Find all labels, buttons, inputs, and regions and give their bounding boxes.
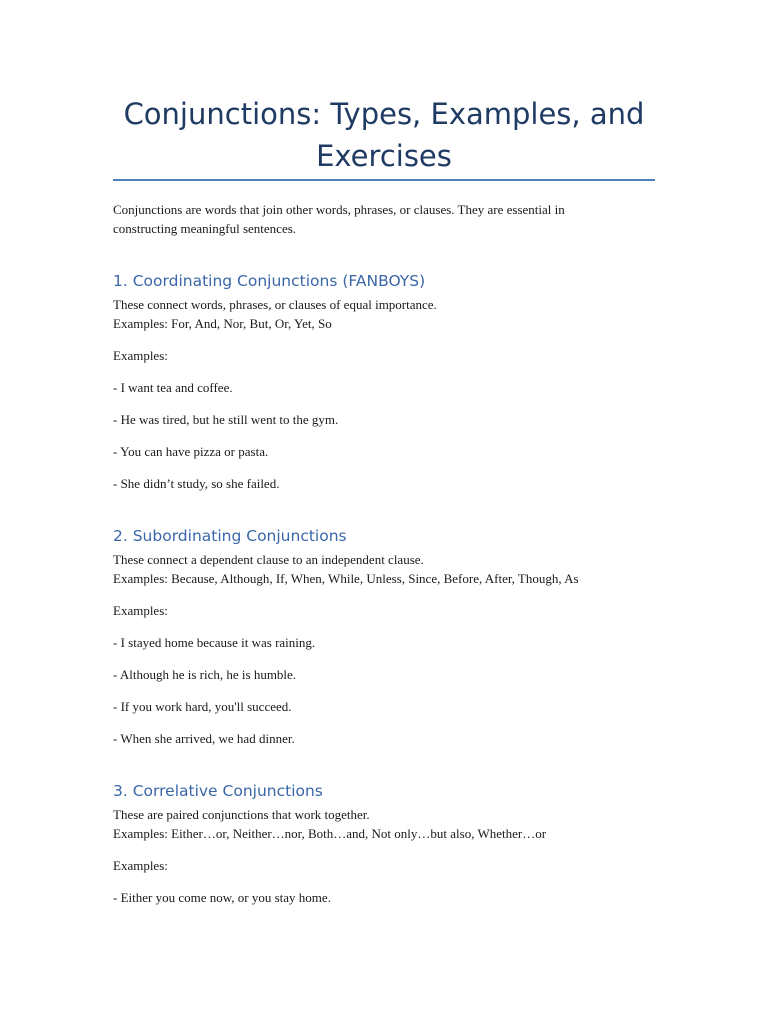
example-item: - You can have pizza or pasta. <box>113 444 269 459</box>
section-description: These connect a dependent clause to an independent clause. <box>113 552 424 567</box>
section-heading: 3. Correlative Conjunctions <box>113 782 323 800</box>
example-item: - She didn’t study, so she failed. <box>113 476 280 491</box>
title-line-2: Exercises <box>316 139 452 173</box>
examples-label: Examples: <box>113 348 168 363</box>
title-underline <box>113 179 655 181</box>
example-item: - If you work hard, you'll succeed. <box>113 699 292 714</box>
example-item: - When she arrived, we had dinner. <box>113 731 295 746</box>
examples-label: Examples: <box>113 603 168 618</box>
title-line-1: Conjunctions: Types, Examples, and <box>123 97 645 131</box>
example-item: - He was tired, but he still went to the gym. <box>113 412 339 427</box>
section-heading: 2. Subordinating Conjunctions <box>113 527 347 545</box>
example-item: - I want tea and coffee. <box>113 380 233 395</box>
examples-label: Examples: <box>113 858 168 873</box>
section-list-line: Examples: Because, Although, If, When, While, Unless, Since, Before, After, Though, As <box>113 571 579 586</box>
example-item: - Although he is rich, he is humble. <box>113 667 297 682</box>
section-description: These are paired conjunctions that work together. <box>113 807 370 822</box>
section-list-line: Examples: Either…or, Neither…nor, Both…and, Not only…but also, Whether…or <box>113 826 547 841</box>
example-item: - I stayed home because it was raining. <box>113 635 316 650</box>
section-heading: 1. Coordinating Conjunctions (FANBOYS) <box>113 272 426 290</box>
intro-line-2: constructing meaningful sentences. <box>113 221 297 236</box>
section-list-line: Examples: For, And, Nor, But, Or, Yet, So <box>113 316 332 331</box>
intro-line-1: Conjunctions are words that join other words, phrases, or clauses. They are essential in <box>113 202 565 217</box>
document-title <box>113 93 655 177</box>
example-item: - Either you come now, or you stay home. <box>113 890 331 905</box>
section-description: These connect words, phrases, or clauses of equal importance. <box>113 297 437 312</box>
